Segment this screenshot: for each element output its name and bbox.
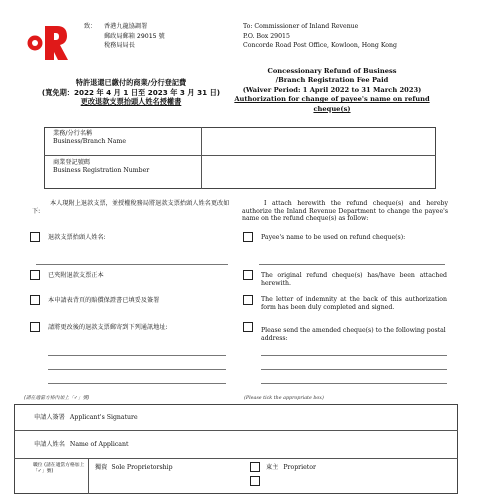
address-line-cn-3[interactable]: [48, 383, 226, 384]
address-checkbox-en[interactable]: [243, 322, 253, 332]
title-en-line3: (Waiver Period: 1 April 2022 to 31 March 2023): [242, 85, 422, 94]
original-cheque-label-cn: 已夾附退款支票正本: [48, 272, 104, 279]
brn-cn: 商業登記號碼: [53, 159, 91, 166]
brn-en: Business Registration Number: [53, 166, 150, 174]
ird-logo-icon: [26, 22, 70, 62]
payee-label-cn: 退款支票抬頭人姓名:: [48, 234, 106, 241]
indemnity-checkbox-en[interactable]: [243, 295, 253, 305]
applicant-signature-cn: 申請人簽署: [34, 414, 65, 421]
payee-line-en[interactable]: [259, 264, 445, 265]
proprietor-label: [266, 464, 316, 472]
title-cn: [20, 78, 242, 107]
address-cn-line: 郵政局郵箱 29015 號: [104, 32, 165, 40]
applicant-signature-field[interactable]: [160, 406, 456, 429]
applicant-signature-en: Applicant's Signature: [69, 414, 138, 421]
sig-row-divider: [14, 430, 458, 431]
capacity-divider: [88, 458, 89, 494]
tick-note-en: (Please tick the appropriate box): [244, 396, 324, 401]
address-line-en-3[interactable]: [261, 383, 447, 384]
tick-note-cn: (請在適當方格內加上「✓」號): [24, 396, 90, 401]
indemnity-checkbox-cn[interactable]: [30, 295, 40, 305]
address-checkbox-cn[interactable]: [30, 322, 40, 332]
applicant-name-label: [34, 441, 128, 449]
payee-checkbox-cn[interactable]: [30, 232, 40, 242]
payee-line-cn[interactable]: [36, 264, 228, 265]
second-capacity-checkbox[interactable]: [250, 476, 260, 486]
sig-row-divider: [14, 458, 458, 459]
title-en-line2: /Branch Registration Fee Paid: [275, 76, 389, 85]
title-cn-line2: (寬免期：2022 年 4 月 1 日至 2023 年 3 月 31 日): [41, 87, 221, 97]
sole-proprietorship-label: [95, 464, 173, 472]
address-cn-line: 香港九龍協調署: [104, 23, 148, 30]
address-line-en-1[interactable]: [261, 355, 447, 356]
intro-en: I attach herewith the refund cheque(s) and hereby authorize the Inland Revenue Department to change the payee's name on the refund cheque(s) as follow:: [242, 200, 448, 223]
capacity-label: 職位 (請在適當方格加上「✓」號): [33, 463, 85, 474]
applicant-name-field[interactable]: [150, 432, 456, 457]
address-line-en-2[interactable]: [261, 369, 447, 370]
address-en-line: To: Commissioner of Inland Revenue: [243, 23, 359, 30]
address-cn: [104, 23, 165, 50]
indemnity-label-cn: 本申請表背頁的賠償保證書已填妥及簽署: [48, 297, 160, 304]
title-en-line4: Authorization for change of payee's name on refund: [234, 95, 430, 104]
business-name-en: Business/Branch Name: [53, 137, 126, 145]
original-cheque-checkbox-cn[interactable]: [30, 270, 40, 280]
address-en: [243, 23, 397, 50]
address-label-cn: 請將更改後的退款支票郵寄到下列通訊地址:: [48, 324, 168, 331]
proprietor-en: Proprietor: [283, 464, 316, 471]
brn-field[interactable]: [202, 156, 435, 188]
proprietor-cn: 東主: [266, 464, 279, 471]
address-line-cn-2[interactable]: [48, 369, 226, 370]
original-cheque-label-en: The original refund cheque(s) has/have been attached herewith.: [261, 272, 447, 287]
indemnity-label-en: The letter of indemnity at the back of this authorization form has been duly completed and signed.: [261, 296, 447, 311]
business-name-label: [53, 130, 126, 145]
to-label-cn: 致：: [84, 23, 97, 30]
sole-proprietorship-cn: 獨資: [95, 464, 108, 471]
title-cn-line3: 更改退款支票抬頭人姓名授權書: [80, 97, 182, 107]
address-line-cn-1[interactable]: [48, 355, 226, 356]
original-cheque-checkbox-en[interactable]: [243, 270, 253, 280]
title-en-line1: Concessionary Refund of Business: [267, 67, 397, 75]
applicant-signature-label: [34, 414, 138, 422]
address-en-line: Concorde Road Post Office, Kowloon, Hong Kong: [243, 42, 397, 50]
business-name-field[interactable]: [202, 128, 435, 155]
intro-cn: 本人現附上退款支票，並授權稅務局將退款支票抬頭人姓名更改如下:: [32, 200, 230, 215]
address-cn-line: 稅務局局長: [104, 42, 135, 50]
title-en: [232, 67, 432, 114]
proprietor-checkbox[interactable]: [250, 462, 260, 472]
title-cn-line1: 特許退還已繳付的商業/分行登記費: [75, 78, 187, 87]
brn-label: [53, 159, 149, 174]
title-en-line5: cheque(s): [313, 104, 351, 113]
payee-checkbox-en[interactable]: [243, 232, 253, 242]
ird-logo: [26, 22, 70, 62]
payee-label-en: Payee's name to be used on refund cheque(s):: [261, 234, 406, 241]
sole-proprietorship-en: Sole Proprietorship: [111, 464, 173, 471]
address-en-line: P.O. Box 29015: [243, 32, 290, 40]
address-label-en: Please send the amended cheque(s) to the following postal address:: [261, 327, 446, 342]
business-name-cn: 業務/分行名稱: [53, 130, 93, 137]
applicant-name-cn: 申請人姓名: [34, 441, 65, 448]
applicant-name-en: Name of Applicant: [69, 441, 129, 448]
